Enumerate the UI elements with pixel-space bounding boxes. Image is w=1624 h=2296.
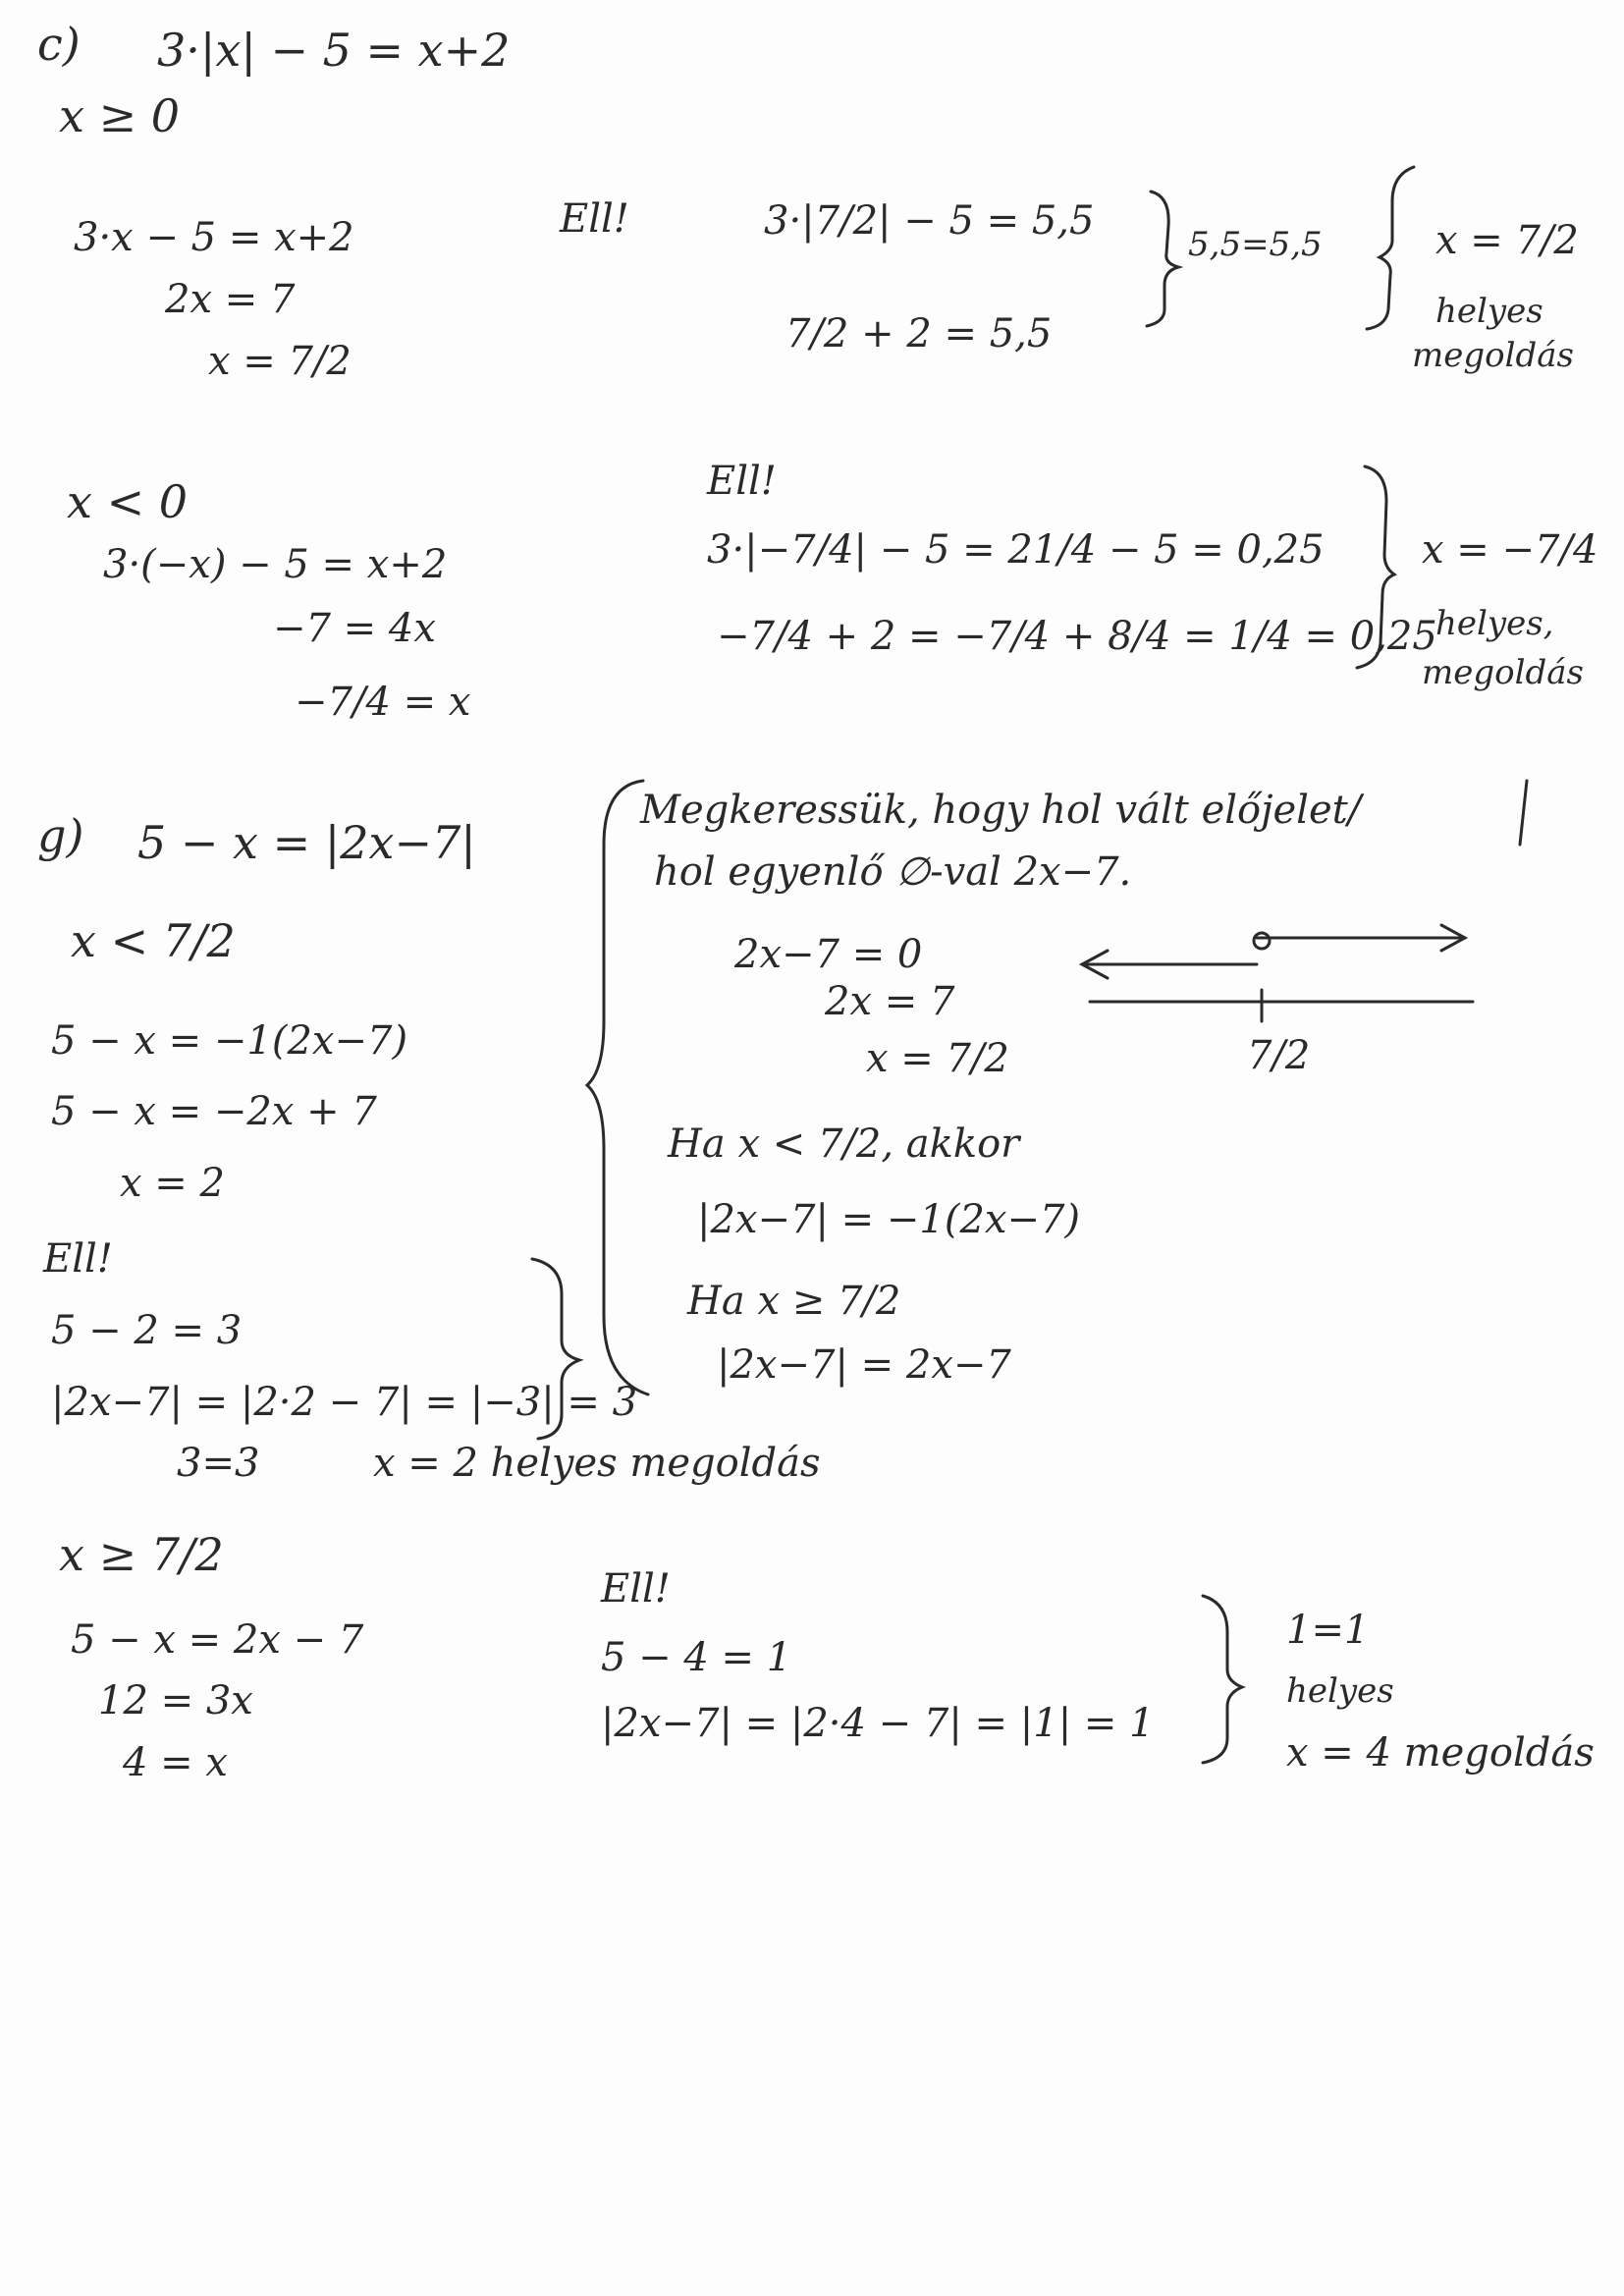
c-case2-step: 3·(−x) − 5 = x+2 <box>103 542 448 587</box>
c-case2-step: −7/4 = x <box>295 680 471 725</box>
arrow-right-head-icon <box>1441 925 1465 951</box>
g-case1-check-label: Ell! <box>43 1236 113 1282</box>
g-explanation-line: Ha x < 7/2, akkor <box>668 1121 1020 1167</box>
c-case1-result-note: helyes <box>1435 292 1543 331</box>
g-explanation-brace <box>587 781 648 1394</box>
g-case1-check-line: |2x−7| = |2·2 − 7| = |−3| = 3 <box>51 1380 638 1425</box>
g-case1-check-line: 5 − 2 = 3 <box>51 1308 243 1353</box>
g-case2-result-note: helyes <box>1286 1671 1394 1711</box>
c-case1-check-brace <box>1147 191 1178 326</box>
c-case1-step: 3·x − 5 = x+2 <box>74 215 354 260</box>
g-explanation-line: x = 7/2 <box>866 1036 1009 1081</box>
open-point-icon <box>1254 933 1270 949</box>
g-explanation-line: 2x−7 = 0 <box>734 932 923 977</box>
g-case1-check-equal: 3=3 <box>177 1441 260 1486</box>
g-case1-condition: x < 7/2 <box>71 914 236 967</box>
g-number-line-point-label: 7/2 <box>1247 1033 1311 1078</box>
g-explanation-line: Ha x ≥ 7/2 <box>687 1279 901 1324</box>
g-case2-result: x = 4 megoldás <box>1286 1730 1595 1776</box>
part-g-equation: 5 − x = |2x−7| <box>137 816 476 869</box>
g-case1-step: 5 − x = −1(2x−7) <box>51 1018 408 1064</box>
c-case1-result-brace <box>1367 167 1414 329</box>
c-case1-check-line: 7/2 + 2 = 5,5 <box>785 311 1053 356</box>
c-case2-step: −7 = 4x <box>273 606 436 651</box>
g-explanation-line: Megkeressük, hogy hol vált előjelet/ <box>640 788 1362 833</box>
c-case1-result: x = 7/2 <box>1435 218 1579 263</box>
c-case1-check-label: Ell! <box>560 196 629 242</box>
arrow-left-head-icon <box>1082 951 1108 978</box>
part-g-label: g) <box>37 809 84 862</box>
g-case2-step: 4 = x <box>123 1740 228 1785</box>
c-case2-check-line: 3·|−7/4| − 5 = 21/4 − 5 = 0,25 <box>707 527 1325 573</box>
g-case2-check-line: 5 − 4 = 1 <box>601 1635 792 1680</box>
c-case1-step: 2x = 7 <box>165 277 296 322</box>
g-explanation-line: hol egyenlő ∅-val 2x−7. <box>654 849 1132 895</box>
g-case2-check-brace <box>1203 1596 1242 1763</box>
c-case2-result: x = −7/4 <box>1422 527 1598 573</box>
c-case1-condition: x ≥ 0 <box>59 89 180 142</box>
g-case2-condition: x ≥ 7/2 <box>59 1528 224 1581</box>
g-case1-step: x = 2 <box>120 1161 225 1206</box>
c-case1-result-note: megoldás <box>1412 336 1574 375</box>
c-case2-check-line: −7/4 + 2 = −7/4 + 8/4 = 1/4 = 0,25 <box>717 614 1437 659</box>
g-explanation-line: 2x = 7 <box>825 979 955 1024</box>
c-case2-result-note: megoldás <box>1422 653 1584 692</box>
g-case2-step: 5 − x = 2x − 7 <box>71 1617 364 1663</box>
part-c-equation: 3·|x| − 5 = x+2 <box>157 24 511 77</box>
g-case2-step: 12 = 3x <box>98 1678 253 1723</box>
g-case1-result: x = 2 helyes megoldás <box>373 1441 821 1486</box>
g-case2-check-label: Ell! <box>601 1566 671 1612</box>
part-c-label: c) <box>37 18 81 71</box>
c-case1-check-line: 3·|7/2| − 5 = 5,5 <box>764 198 1095 244</box>
g-explanation-line: |2x−7| = 2x−7 <box>717 1342 1011 1388</box>
g-explanation-line: |2x−7| = −1(2x−7) <box>697 1197 1081 1242</box>
c-case2-condition: x < 0 <box>67 475 188 528</box>
g-case2-check-equal: 1=1 <box>1286 1608 1370 1653</box>
g-case2-check-line: |2x−7| = |2·4 − 7| = |1| = 1 <box>601 1701 1155 1746</box>
g-explanation-divider <box>1520 781 1527 845</box>
c-case2-result-note: helyes, <box>1435 604 1554 643</box>
c-case1-step: x = 7/2 <box>208 339 352 384</box>
g-case1-step: 5 − x = −2x + 7 <box>51 1089 377 1134</box>
c-case2-check-label: Ell! <box>707 459 777 504</box>
c-case1-check-equal: 5,5=5,5 <box>1188 225 1323 264</box>
